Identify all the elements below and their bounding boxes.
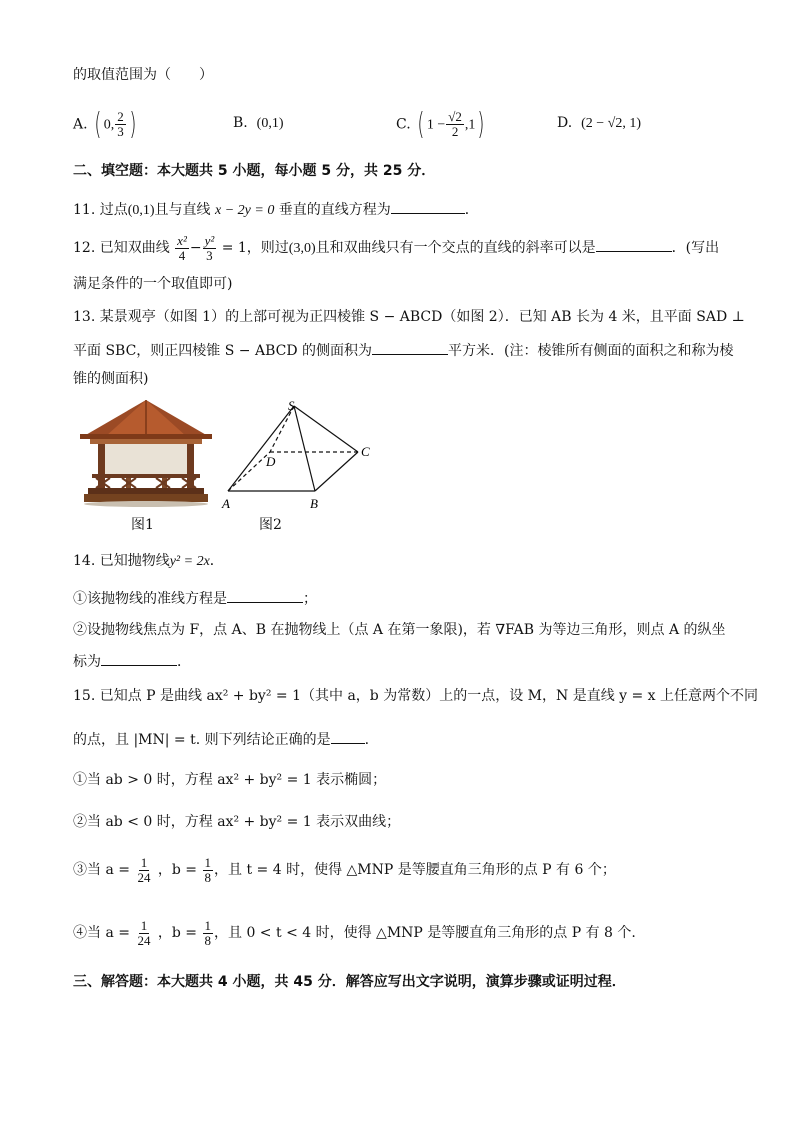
fraction: $\frac{1}{24}$ bbox=[137, 917, 151, 948]
label-b: B bbox=[310, 496, 318, 511]
question-15-line2: 的点，且 |MN| = t. 则下列结论正确的是 . bbox=[73, 729, 369, 749]
question-12-line2: 满足条件的一个取值即可) bbox=[73, 276, 233, 292]
choice-c-label: C. bbox=[396, 116, 411, 133]
choice-a-label: A. bbox=[73, 116, 88, 133]
q10-tail: 的取值范围为（ ） bbox=[73, 67, 213, 83]
fraction: $\frac{√2}{2}$ bbox=[448, 109, 462, 139]
figure-1-caption: 图1 bbox=[131, 517, 154, 533]
question-12: 12. 已知双曲线 $\frac{\text{x²}}{4}$ − $\frac{\text{y²}}{3}$ = 1，则过(3,0)且和双曲线只有一个交点的直线的斜率可以是 ．(写出 bbox=[73, 232, 720, 263]
answer-blank[interactable] bbox=[372, 340, 448, 355]
answer-blank[interactable] bbox=[101, 651, 177, 666]
question-14-part2: ②设抛物线焦点为 F，点 A、B 在抛物线上（点 A 在第一象限)，若 ∇FAB 为等边三角形，则点 A 的纵坐 bbox=[73, 622, 726, 638]
question-14-part2-line2: 标为 ． bbox=[73, 651, 191, 671]
choice-d bbox=[557, 114, 641, 133]
choice-d-label: D. bbox=[557, 115, 573, 131]
answer-blank[interactable] bbox=[227, 588, 303, 603]
fraction: $\frac{1}{8}$ bbox=[204, 854, 211, 885]
question-15: 15. 已知点 P 是曲线 ax² + by² = 1（其中 a，b 为常数）上的一点，设 M，N 是直线 y = x 上任意两个不同 bbox=[73, 688, 759, 704]
label-a: A bbox=[222, 496, 230, 511]
statement-1: ①当 ab > 0 时，方程 ax² + by² = 1 表示椭圆； bbox=[73, 772, 387, 788]
statement-4: ④当 a = $\frac{1}{24}$ ，b = $\frac{1}{8}$ ，且 0 < t < 4 时，使得 △MNP 是等腰直角三角形的点 P 有 8 个. bbox=[73, 917, 636, 948]
label-c: C bbox=[361, 444, 370, 459]
answer-blank[interactable] bbox=[391, 199, 465, 214]
pavilion-image bbox=[76, 398, 216, 510]
question-13-line3: 锥的侧面积) bbox=[73, 371, 149, 387]
choice-b bbox=[233, 114, 283, 133]
question-14-part1: ①该抛物线的准线方程是 ； bbox=[73, 588, 317, 608]
section-2-heading: 二、填空题：本大题共 5 小题，每小题 5 分，共 25 分． bbox=[73, 163, 436, 179]
choice-d-value: (2 − √2, 1) bbox=[581, 116, 641, 131]
fraction: $\frac{1}{24}$ bbox=[137, 854, 151, 885]
statement-3: ③当 a = $\frac{1}{24}$ ，b = $\frac{1}{8}$ ，且 t = 4 时，使得 △MNP 是等腰直角三角形的点 P 有 6 个； bbox=[73, 854, 616, 885]
answer-blank[interactable] bbox=[596, 237, 672, 252]
fraction: $\frac{\text{x²}}{4}$ bbox=[177, 232, 187, 263]
choice-b-label: B. bbox=[233, 115, 248, 131]
question-14: 14. 已知抛物线y² = 2x． bbox=[73, 553, 224, 569]
figure-2-caption: 图2 bbox=[259, 517, 282, 533]
fraction: $\frac{\text{y²}}{3}$ bbox=[204, 232, 215, 263]
choice-c: C. ( 1 − $\frac{√2}{2}$ ,1) bbox=[396, 106, 485, 142]
question-13: 13. 某景观亭（如图 1）的上部可视为正四棱锥 S − ABCD（如图 2）．已知 AB 长为 4 米，且平面 SAD ⊥ bbox=[73, 309, 745, 325]
label-d: D bbox=[266, 454, 276, 469]
statement-2: ②当 ab < 0 时，方程 ax² + by² = 1 表示双曲线； bbox=[73, 814, 401, 830]
pyramid-diagram bbox=[218, 396, 378, 514]
question-13-line2: 平面 SBC，则正四棱锥 S − ABCD 的侧面积为 平方米．(注：棱锥所有侧面的面积之和称为棱 bbox=[73, 340, 734, 360]
fraction: $\frac{2}{3}$ bbox=[117, 109, 124, 139]
section-3-heading: 三、解答题：本大题共 4 小题，共 45 分．解答应写出文字说明，演算步骤或证明过程． bbox=[73, 974, 626, 990]
fraction: $\frac{1}{8}$ bbox=[204, 917, 211, 948]
label-s: S bbox=[288, 398, 295, 413]
question-11: 11. 过点(0,1)且与直线 x − 2y = 0 垂直的直线方程为 ． bbox=[73, 199, 479, 220]
choice-a: A. ( 0, $\frac{2}{3}$ ) bbox=[73, 106, 137, 142]
choice-b-value: (0,1) bbox=[256, 116, 284, 131]
answer-blank[interactable] bbox=[331, 729, 365, 744]
